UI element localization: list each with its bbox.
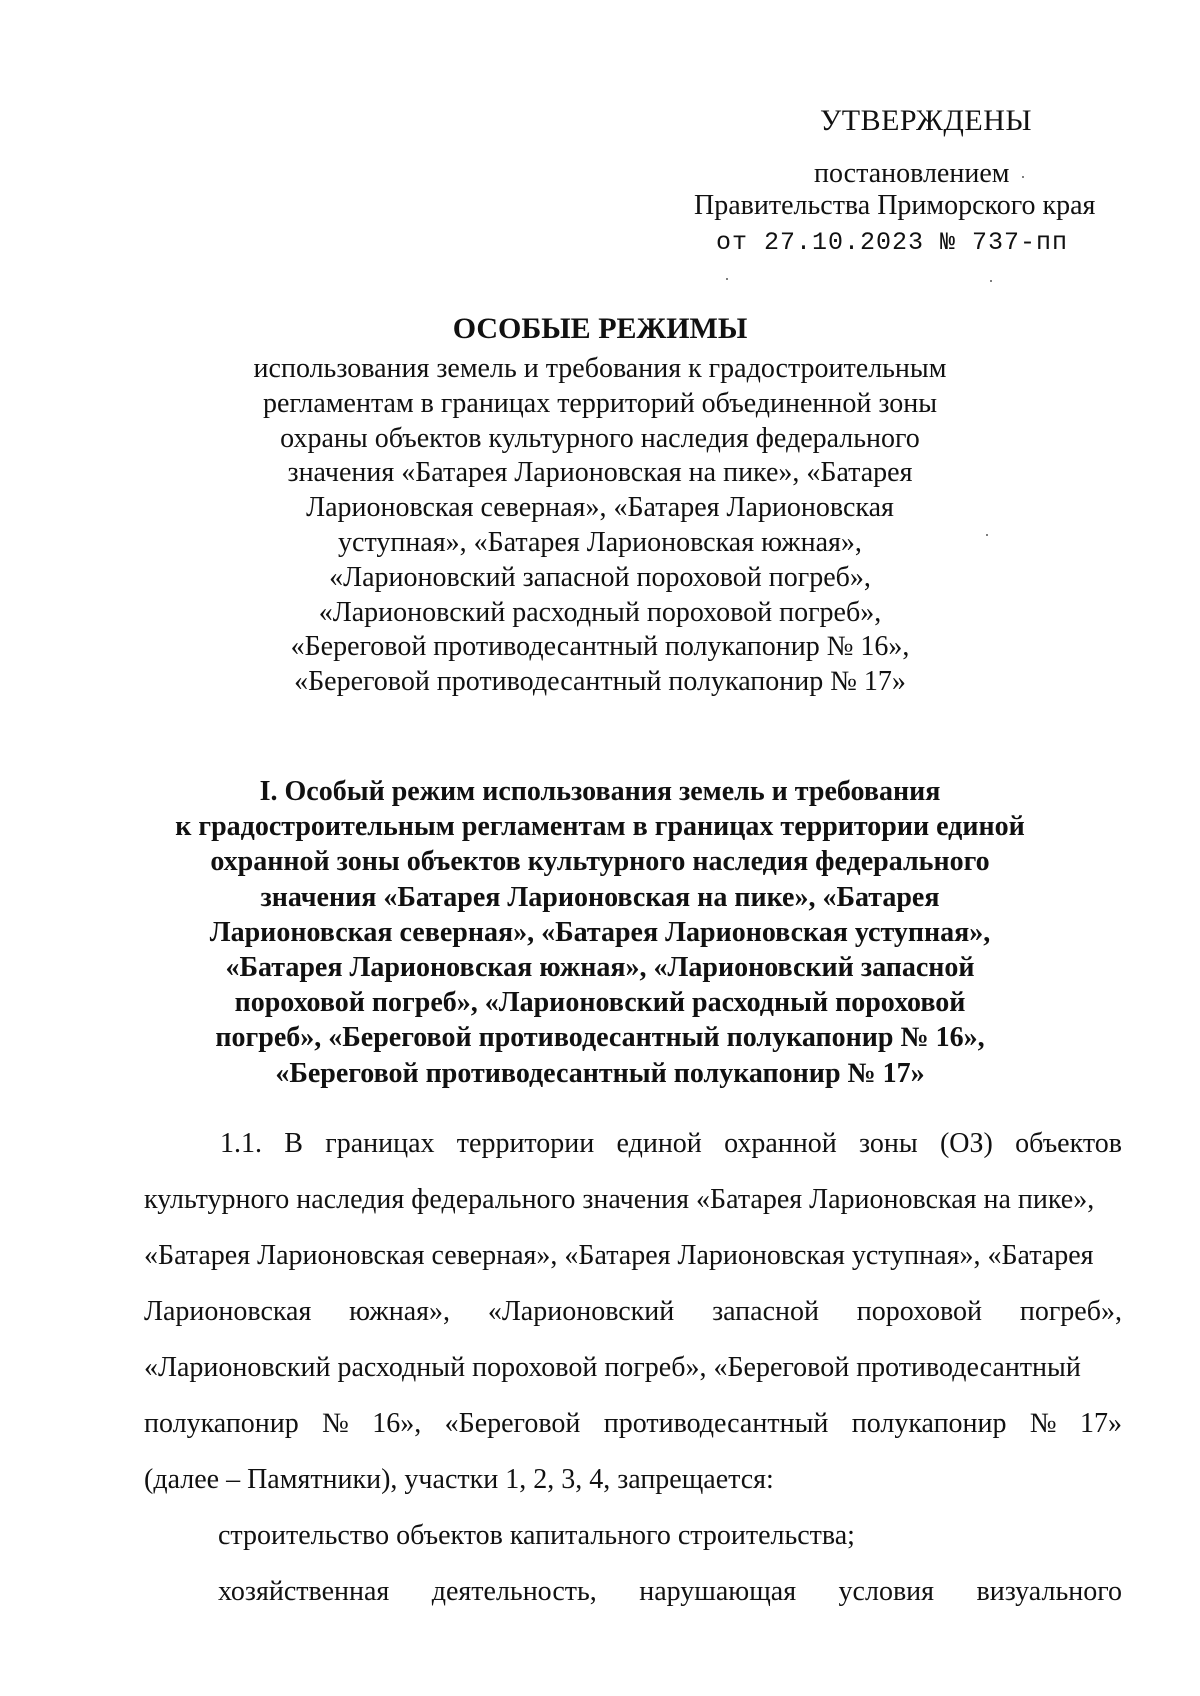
document-subtitle bbox=[0, 352, 1200, 700]
list-item bbox=[218, 1576, 1122, 1608]
word: погреб», bbox=[1019, 1296, 1122, 1327]
section-heading-line: Ларионовская северная», «Батарея Ларионовская уступная», bbox=[209, 916, 991, 948]
word: охранной bbox=[724, 1128, 837, 1159]
subtitle-line: «Береговой противодесантный полукапонир № 17» bbox=[294, 666, 906, 698]
section-heading-line: «Батарея Ларионовская южная», «Ларионовский запасной bbox=[225, 952, 975, 984]
paragraph-line: «Батарея Ларионовская северная», «Батарея Ларионовская уступная», «Батарея bbox=[144, 1240, 1094, 1271]
word: условия bbox=[838, 1576, 935, 1607]
subtitle-line: регламентам в границах территорий объединенной зоны bbox=[262, 387, 938, 419]
word: 17» bbox=[1080, 1408, 1122, 1439]
approval-date-line: от 27.10.2023 № 737-пп bbox=[716, 228, 1069, 257]
subtitle-line: «Ларионовский запасной пороховой погреб», bbox=[329, 561, 871, 593]
word: запасной bbox=[712, 1296, 819, 1327]
subtitle-line: охраны объектов культурного наследия федерального bbox=[280, 422, 920, 454]
word: № bbox=[322, 1408, 349, 1439]
paragraph-line bbox=[144, 1408, 1122, 1440]
paragraph-line bbox=[220, 1128, 1122, 1160]
word: (ОЗ) bbox=[939, 1128, 993, 1159]
section-heading-line: погреб», «Береговой противодесантный полукапонир № 16», bbox=[215, 1022, 985, 1054]
section-heading-line: I. Особый режим использования земель и требования bbox=[259, 776, 941, 807]
section-heading-line: «Береговой противодесантный полукапонир № 17» bbox=[275, 1057, 925, 1089]
word: деятельность, bbox=[431, 1576, 597, 1607]
scan-speck bbox=[990, 280, 992, 282]
subtitle-line: значения «Батарея Ларионовская на пике», «Батарея bbox=[287, 457, 913, 489]
word: полукапонир bbox=[851, 1408, 1007, 1439]
subtitle-line: уступная», «Батарея Ларионовская южная», bbox=[338, 526, 862, 558]
word: визуального bbox=[976, 1576, 1122, 1607]
word: южная», bbox=[349, 1296, 451, 1327]
scan-speck bbox=[1022, 176, 1024, 178]
word: 16», bbox=[372, 1408, 422, 1439]
section-heading-line: значения «Батарея Ларионовская на пике», «Батарея bbox=[260, 881, 940, 913]
word: полукапонир bbox=[144, 1408, 299, 1439]
word: «Береговой bbox=[444, 1408, 581, 1439]
word: Ларионовская bbox=[144, 1296, 312, 1327]
section-heading-line: пороховой погреб», «Ларионовский расходный пороховой bbox=[234, 987, 966, 1019]
word: зоны bbox=[859, 1128, 918, 1159]
approval-government: Правительства Приморского края bbox=[694, 190, 1096, 221]
word: В bbox=[284, 1128, 303, 1159]
paragraph-line: «Ларионовский расходный пороховой погреб», «Береговой противодесантный bbox=[144, 1352, 1081, 1383]
document-title: ОСОБЫЕ РЕЖИМЫ bbox=[452, 312, 748, 345]
word: нарушающая bbox=[639, 1576, 797, 1607]
word: № bbox=[1029, 1408, 1057, 1439]
word: пороховой bbox=[856, 1296, 983, 1327]
subtitle-line: использования земель и требования к градостроительным bbox=[253, 353, 947, 384]
scan-speck bbox=[726, 278, 728, 280]
word: объектов bbox=[1015, 1128, 1122, 1159]
approval-title: УТВЕРЖДЕНЫ bbox=[820, 104, 1033, 137]
word: 1.1. bbox=[220, 1128, 262, 1159]
word: границах bbox=[325, 1128, 435, 1159]
word: противодесантный bbox=[603, 1408, 829, 1439]
word: единой bbox=[616, 1128, 702, 1159]
word: территории bbox=[456, 1128, 595, 1159]
list-item: строительство объектов капитального строительства; bbox=[218, 1520, 855, 1551]
subtitle-line: «Ларионовский расходный пороховой погреб», bbox=[318, 596, 882, 628]
section-heading bbox=[0, 774, 1200, 1091]
word: «Ларионовский bbox=[487, 1296, 675, 1327]
section-heading-line: к градостроительным регламентам в границах территории единой bbox=[175, 811, 1025, 843]
word: хозяйственная bbox=[218, 1576, 390, 1607]
paragraph-line: (далее – Памятники), участки 1, 2, 3, 4, запрещается: bbox=[144, 1464, 774, 1495]
paragraph-line: культурного наследия федерального значения «Батарея Ларионовская на пике», bbox=[144, 1184, 1095, 1215]
paragraph-line bbox=[144, 1296, 1122, 1328]
approval-decree: постановлением bbox=[814, 158, 1010, 189]
section-heading-line: охранной зоны объектов культурного наследия федерального bbox=[210, 846, 990, 878]
subtitle-line: «Береговой противодесантный полукапонир № 16», bbox=[290, 631, 910, 663]
subtitle-line: Ларионовская северная», «Батарея Ларионовская bbox=[306, 492, 894, 524]
